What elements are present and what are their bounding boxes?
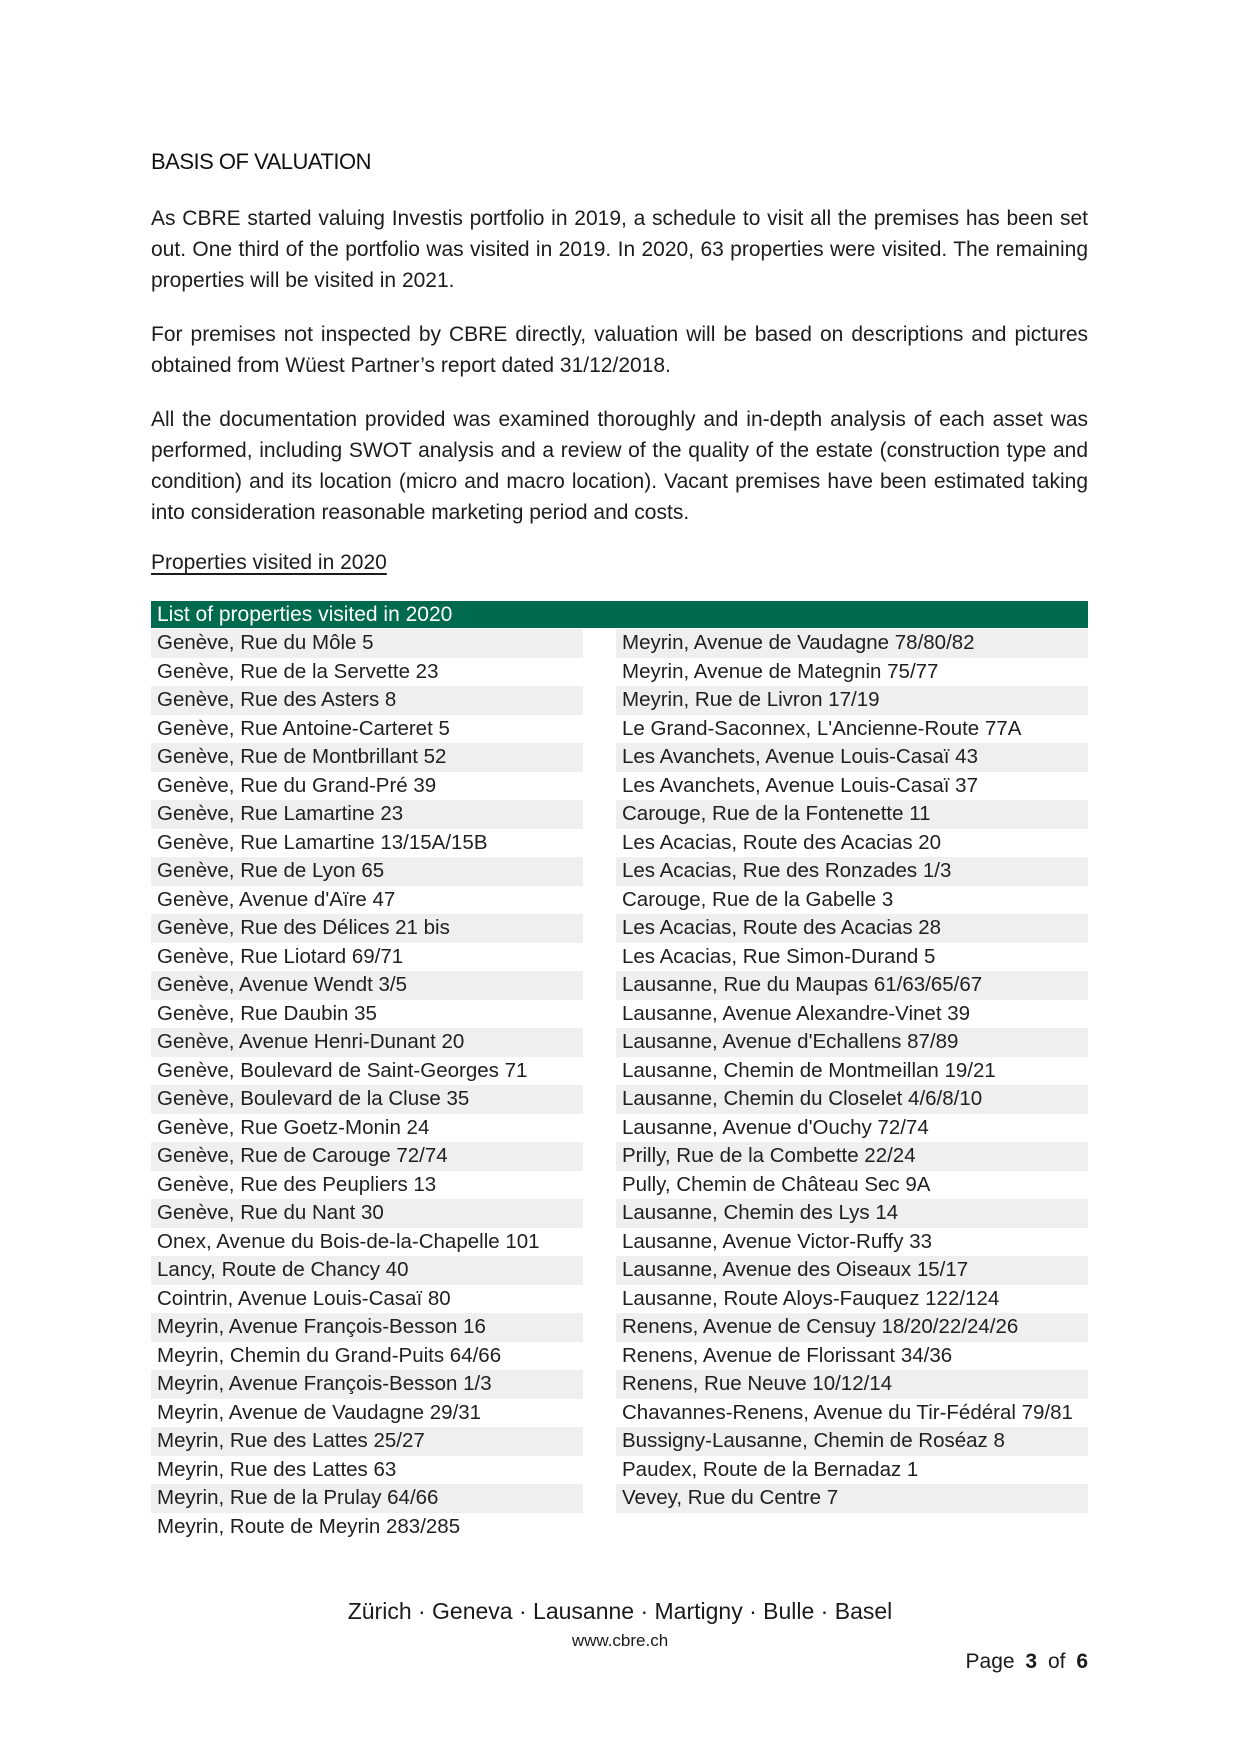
table-row: Genève, Rue Daubin 35 xyxy=(157,1001,377,1025)
table-row: Chavannes-Renens, Avenue du Tir-Fédéral 79/81 xyxy=(622,1400,1073,1424)
footer-url: www.cbre.ch xyxy=(571,1631,669,1650)
table-row: Carouge, Rue de la Fontenette 11 xyxy=(616,800,1088,829)
table-row: Lancy, Route de Chancy 40 xyxy=(151,1256,583,1285)
table-row: Meyrin, Rue de Livron 17/19 xyxy=(616,686,1088,715)
table-row: Genève, Rue du Nant 30 xyxy=(151,1199,583,1228)
table-row: Genève, Rue de Montbrillant 52 xyxy=(151,743,583,772)
table-row: Lausanne, Chemin du Closelet 4/6/8/10 xyxy=(616,1085,1088,1114)
table-header: List of properties visited in 2020 xyxy=(151,601,1088,628)
table-row: Vevey, Rue du Centre 7 xyxy=(616,1484,1088,1513)
table-row: Les Avanchets, Avenue Louis-Casaï 37 xyxy=(622,773,978,797)
properties-column-left xyxy=(151,629,583,1541)
table-row: Genève, Avenue Wendt 3/5 xyxy=(151,971,583,1000)
table-row: Les Acacias, Rue des Ronzades 1/3 xyxy=(616,857,1088,886)
table-row: Lausanne, Rue du Maupas 61/63/65/67 xyxy=(616,971,1088,1000)
table-row: Renens, Avenue de Florissant 34/36 xyxy=(622,1343,953,1367)
table-row: Lausanne, Avenue Alexandre-Vinet 39 xyxy=(622,1001,971,1025)
table-row: Genève, Rue du Grand-Pré 39 xyxy=(157,773,437,797)
table-row: Lausanne, Route Aloys-Fauquez 122/124 xyxy=(622,1286,1000,1310)
properties-subheading: Properties visited in 2020 xyxy=(151,551,387,574)
table-row: Genève, Avenue Henri-Dunant 20 xyxy=(151,1028,583,1057)
section-heading: BASIS OF VALUATION xyxy=(151,149,372,174)
paragraph-uninspected-premises: For premises not inspected by CBRE directly, valuation will be based on descriptions and pictures obtained from Wüest Partner’s report dated 31/12/2018. xyxy=(151,323,1088,377)
table-row: Onex, Avenue du Bois-de-la-Chapelle 101 xyxy=(157,1229,540,1253)
table-row: Genève, Rue des Asters 8 xyxy=(151,686,583,715)
table-row: Les Acacias, Route des Acacias 20 xyxy=(622,830,942,854)
table-row: Genève, Boulevard de la Cluse 35 xyxy=(151,1085,583,1114)
table-row: Prilly, Rue de la Combette 22/24 xyxy=(616,1142,1088,1171)
table-row: Genève, Rue du Môle 5 xyxy=(151,629,583,658)
table-row: Renens, Rue Neuve 10/12/14 xyxy=(616,1370,1088,1399)
table-row: Renens, Avenue de Censuy 18/20/22/24/26 xyxy=(616,1313,1088,1342)
table-row xyxy=(616,1513,1088,1542)
table-row: Meyrin, Route de Meyrin 283/285 xyxy=(157,1514,461,1538)
table-row: Genève, Rue Lamartine 13/15A/15B xyxy=(157,830,488,854)
table-row: Genève, Avenue d'Aïre 47 xyxy=(157,887,396,911)
table-row: Genève, Rue des Peupliers 13 xyxy=(157,1172,437,1196)
table-row: Meyrin, Avenue de Vaudagne 29/31 xyxy=(157,1400,482,1424)
table-row: Meyrin, Avenue de Vaudagne 78/80/82 xyxy=(616,629,1088,658)
footer-offices: Zürich · Geneva · Lausanne · Martigny · Bulle · Basel xyxy=(347,1598,893,1624)
table-row: Genève, Rue Goetz-Monin 24 xyxy=(157,1115,430,1139)
table-row: Genève, Rue de Carouge 72/74 xyxy=(151,1142,583,1171)
table-row: Lausanne, Avenue des Oiseaux 15/17 xyxy=(616,1256,1088,1285)
table-row: Lausanne, Chemin des Lys 14 xyxy=(616,1199,1088,1228)
paragraph-visit-schedule: As CBRE started valuing Investis portfolio in 2019, a schedule to visit all the premises has been set out. One third of the portfolio was visited in 2019. In 2020, 63 properties were visited. The remaining properties will be visited in 2021. xyxy=(151,207,1088,292)
page-current: 3 xyxy=(1025,1650,1038,1673)
table-row: Les Avanchets, Avenue Louis-Casaï 43 xyxy=(616,743,1088,772)
table-row: Genève, Rue de la Servette 23 xyxy=(157,659,439,683)
page-of: of xyxy=(1047,1650,1066,1673)
table-row: Genève, Boulevard de Saint-Georges 71 xyxy=(157,1058,528,1082)
properties-column-right xyxy=(616,629,1088,1541)
table-row: Meyrin, Avenue François-Besson 16 xyxy=(151,1313,583,1342)
table-row: Meyrin, Chemin du Grand-Puits 64/66 xyxy=(157,1343,502,1367)
table-row: Carouge, Rue de la Gabelle 3 xyxy=(622,887,894,911)
table-row: Paudex, Route de la Bernadaz 1 xyxy=(622,1457,919,1481)
page-prefix: Page xyxy=(965,1650,1015,1673)
page-number xyxy=(966,1650,1088,1674)
table-row: Meyrin, Rue des Lattes 25/27 xyxy=(151,1427,583,1456)
table-row: Meyrin, Rue de la Prulay 64/66 xyxy=(151,1484,583,1513)
table-row: Meyrin, Rue des Lattes 63 xyxy=(157,1457,397,1481)
table-row: Le Grand-Saconnex, L'Ancienne-Route 77A xyxy=(622,716,1022,740)
paragraph-documentation-analysis: All the documentation provided was examined thoroughly and in-depth analysis of each asset was performed, including SWOT analysis and a review of the quality of the estate (construction type and condition) and its location (micro and macro location). Vacant premises have been estimated taking into consideration reasonable marketing period and costs. xyxy=(151,408,1088,524)
table-row: Lausanne, Avenue d'Ouchy 72/74 xyxy=(622,1115,929,1139)
table-row: Pully, Chemin de Château Sec 9A xyxy=(622,1172,931,1196)
table-row: Meyrin, Avenue François-Besson 1/3 xyxy=(151,1370,583,1399)
table-row: Genève, Rue Antoine-Carteret 5 xyxy=(157,716,450,740)
table-row: Lausanne, Avenue Victor-Ruffy 33 xyxy=(622,1229,933,1253)
table-row: Genève, Rue Lamartine 23 xyxy=(151,800,583,829)
table-row: Cointrin, Avenue Louis-Casaï 80 xyxy=(157,1286,451,1310)
table-row: Genève, Rue de Lyon 65 xyxy=(151,857,583,886)
table-row: Meyrin, Avenue de Mategnin 75/77 xyxy=(622,659,939,683)
table-row: Genève, Rue des Délices 21 bis xyxy=(151,914,583,943)
table-row: Les Acacias, Rue Simon-Durand 5 xyxy=(622,944,936,968)
table-row: Bussigny-Lausanne, Chemin de Roséaz 8 xyxy=(616,1427,1088,1456)
table-row: Genève, Rue Liotard 69/71 xyxy=(157,944,404,968)
table-row: Lausanne, Avenue d'Echallens 87/89 xyxy=(616,1028,1088,1057)
page-total: 6 xyxy=(1076,1650,1088,1673)
table-row: Les Acacias, Route des Acacias 28 xyxy=(616,914,1088,943)
table-row: Lausanne, Chemin de Montmeillan 19/21 xyxy=(622,1058,996,1082)
